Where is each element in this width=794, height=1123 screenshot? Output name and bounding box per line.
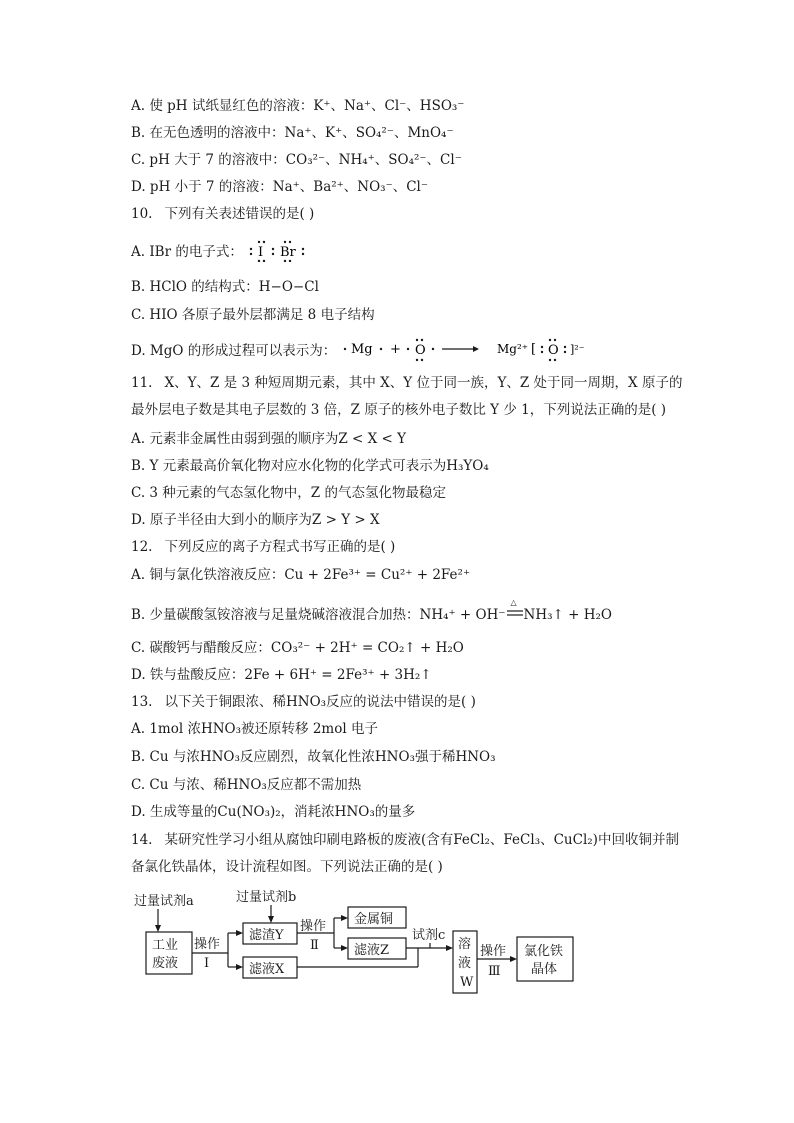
arrow-head-icon	[341, 945, 348, 951]
q13-option-a: A. 1mol 浓HNO₃被还原转移 2mol 电子	[131, 721, 378, 737]
q12-option-b-prefix: B. 少量碳酸氢铵溶液与足量烧碱溶液混合加热：NH₄⁺ + OH⁻	[131, 607, 506, 623]
arrow-head-icon	[510, 956, 517, 962]
mgo-bracket-left: [	[530, 342, 536, 357]
op1-label-line1: 操作	[194, 937, 221, 952]
mgo-plus-sign: +	[389, 342, 401, 357]
q11-stem-text: X、Y、Z 是 3 种短周期元素，其中 X、Y 位于同一族，Y、Z 处于同一周期，X 原子的最外层电子数是其电子层数的 3 倍，Z 原子的核外电子数比 Y 少 1，下列说法正确的是( )	[131, 375, 683, 418]
q10-option-a	[131, 240, 317, 262]
solution-w-line1: 溶	[458, 937, 472, 952]
mgo-mg-symbol: Mg	[350, 342, 373, 357]
q10-option-c: C. HIO 各原子最外层都满足 8 电子结构	[131, 307, 375, 323]
product-label-line2: 晶体	[531, 962, 558, 977]
q11-option-b: B. Y 元素最高价氧化物对应水化物的化学式可表示为H₃YO₄	[131, 458, 489, 474]
op3-label-line1: 操作	[480, 944, 507, 959]
arrow-head-icon	[268, 916, 274, 923]
q12-option-a: A. 铜与氯化铁溶液反应：Cu + 2Fe³⁺ = Cu²⁺ + 2Fe²⁺	[131, 567, 471, 583]
q13-stem	[131, 693, 476, 711]
q13-option-d: D. 生成等量的Cu(NO₃)₂，消耗浓HNO₃的量多	[131, 804, 416, 820]
filtrate-x-label: 滤液X	[249, 962, 285, 977]
product-label-line1: 氯化铁	[524, 944, 564, 959]
q10-stem-text: 下列有关表述错误的是( )	[164, 206, 315, 222]
q12-stem-text: 下列反应的离子方程式书写正确的是( )	[164, 539, 396, 555]
q12-option-d: D. 铁与盐酸反应：2Fe + 6H⁺ = 2Fe³⁺ + 3H₂↑	[131, 667, 432, 683]
arrow-head-icon	[473, 346, 479, 352]
metal-copper-label: 金属铜	[354, 912, 394, 927]
q14-stem-text: 某研究性学习小组从腐蚀印刷电路板的废液(含有FeCl₂、FeCl₃、CuCl₂)中回收铜并制备氯化铁晶体，设计流程如图。下列说法正确的是( )	[131, 832, 679, 875]
arrow-head-icon	[446, 945, 453, 951]
q10-option-d	[131, 338, 601, 362]
reagent-c-label: 试剂c	[412, 928, 446, 943]
q12-option-c: C. 碳酸钙与醋酸反应：CO₃²⁻ + 2H⁺ = CO₂↑ + H₂O	[131, 640, 464, 656]
q10-option-d-label: D. MgO 的形成过程可以表示为：	[131, 343, 337, 359]
op1-label-line2: Ⅰ	[204, 956, 210, 971]
heating-condition: △	[510, 598, 517, 607]
q9-option-a: A. 使 pH 试纸显红色的溶液：K⁺、Na⁺、Cl⁻、HSO₃⁻	[131, 98, 465, 114]
q13-stem-text: 以下关于铜跟浓、稀HNO₃反应的说法中错误的是( )	[164, 694, 476, 710]
ibr-electron-formula	[247, 240, 317, 262]
copper-recovery-flowchart	[128, 885, 588, 995]
heating-equals-sign	[506, 598, 524, 624]
mgo-o-symbol: O	[414, 343, 426, 358]
solution-w-line2: 液	[458, 956, 472, 971]
q12-number: 12.	[131, 539, 153, 555]
q10-option-b: B. HClO 的结构式：H−O−Cl	[131, 279, 319, 295]
q13-option-c: C. Cu 与浓、稀HNO₃反应都不需加热	[131, 777, 362, 793]
q10-number: 10.	[131, 206, 153, 222]
q9-option-c: C. pH 大于 7 的溶液中：CO₃²⁻、NH₄⁺、SO₄²⁻、Cl⁻	[131, 152, 462, 168]
q11-number: 11.	[131, 375, 153, 391]
q9-option-b: B. 在无色透明的溶液中：Na⁺、K⁺、SO₄²⁻、MnO₄⁻	[131, 125, 454, 141]
reagent-b-label: 过量试剂b	[236, 890, 297, 905]
arrow-head-icon	[236, 964, 243, 970]
q12-option-b	[131, 598, 612, 624]
q11-option-d: D. 原子半径由大到小的顺序为Z > Y > X	[131, 512, 380, 528]
q12-option-b-suffix: NH₃↑ + H₂O	[523, 607, 612, 623]
mgo-bracket-o: O	[547, 343, 559, 358]
q11-stem	[131, 370, 691, 424]
q12-stem	[131, 538, 395, 556]
op3-label-line2: Ⅲ	[488, 964, 501, 979]
q11-option-a: A. 元素非金属性由弱到强的顺序为Z < X < Y	[131, 431, 407, 447]
residue-y-label: 滤渣Y	[249, 928, 284, 943]
mgo-bracket-right: ]²⁻	[569, 343, 585, 356]
op2-label-line2: Ⅱ	[310, 938, 319, 953]
q14-stem	[131, 827, 691, 881]
mgo-product-mg-ion: Mg²⁺	[496, 342, 528, 356]
q11-option-c: C. 3 种元素的气态氢化物中，Z 的气态氢化物最稳定	[131, 485, 446, 501]
q9-option-d: D. pH 小于 7 的溶液：Na⁺、Ba²⁺、NO₃⁻、Cl⁻	[131, 179, 428, 195]
solution-w-line3: W	[460, 975, 474, 990]
q14-number: 14.	[131, 832, 153, 848]
reagent-a-label: 过量试剂a	[134, 894, 194, 909]
q10-option-a-label: A. IBr 的电子式：	[131, 244, 243, 260]
op2-label-line1: 操作	[300, 919, 327, 934]
arrow-head-icon	[341, 915, 348, 921]
waste-label-line1: 工业	[152, 938, 179, 953]
q13-option-b: B. Cu 与浓HNO₃反应剧烈，故氧化性浓HNO₃强于稀HNO₃	[131, 749, 496, 765]
q13-number: 13.	[131, 694, 153, 710]
q10-stem	[131, 205, 314, 223]
filtrate-z-label: 滤液Z	[354, 943, 390, 958]
ibr-symbol-br: Br	[280, 245, 296, 260]
ibr-symbol-i: I	[258, 245, 264, 260]
arrow-head-icon	[155, 925, 161, 932]
mgo-formation-diagram	[341, 338, 601, 362]
arrow-head-icon	[236, 930, 243, 936]
waste-label-line2: 废液	[152, 956, 179, 971]
